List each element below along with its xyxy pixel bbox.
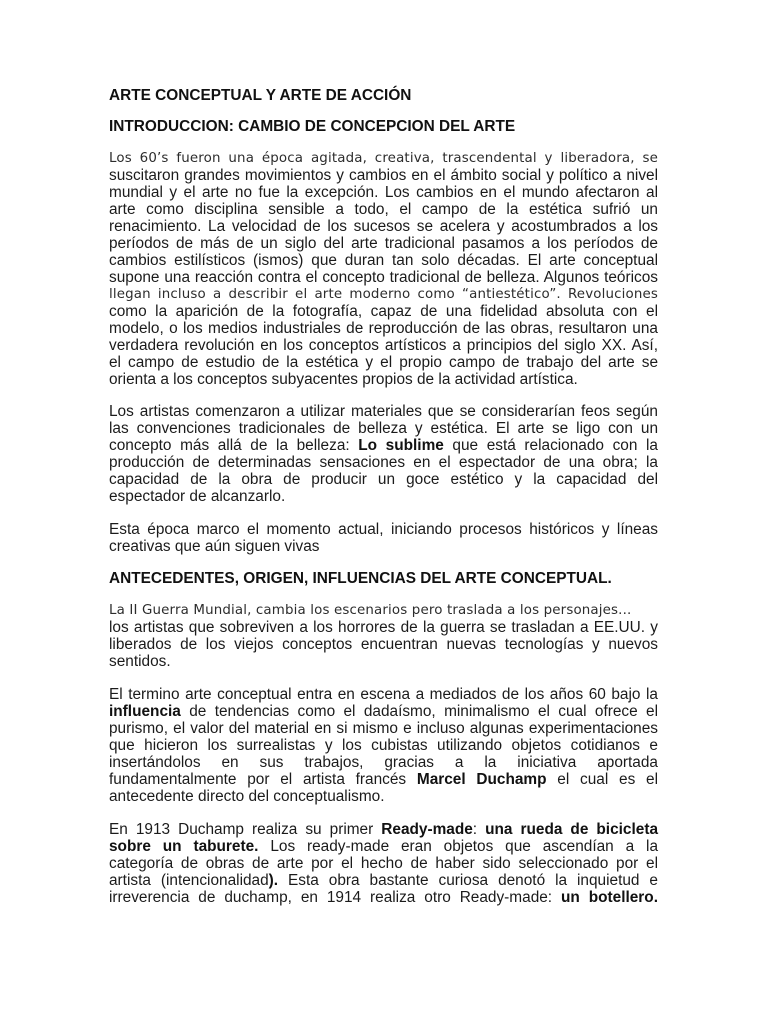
- section-heading-introduccion: INTRODUCCION: CAMBIO DE CONCEPCION DEL ARTE: [109, 118, 516, 135]
- text-line: El termino arte conceptual entra en escena a mediados de los años 60 bajo la: [109, 686, 658, 703]
- section-heading-antecedentes: ANTECEDENTES, ORIGEN, INFLUENCIAS DEL ARTE CONCEPTUAL.: [109, 570, 612, 587]
- text-line: las convenciones tradicionales de belleza y estética. El arte se ligo con un: [109, 420, 658, 437]
- emphasis-marcel-duchamp: Marcel Duchamp: [416, 771, 547, 788]
- text-line: influencia de tendencias como el dadaísmo, minimalismo el cual ofrece el: [109, 703, 658, 720]
- text-line: supone una reacción contra el concepto tradicional de belleza. Algunos teóricos: [109, 269, 658, 286]
- text-line: Los 60’s fueron una época agitada, creativa, trascendental y liberadora, se: [109, 151, 658, 166]
- text-line: En 1913 Duchamp realiza su primer Ready-made: una rueda de bicicleta: [109, 821, 658, 838]
- emphasis-sobre-un-taburete: sobre un taburete.: [109, 838, 259, 855]
- text-line: sobre un taburete. Los ready-made eran objetos que ascendían a la: [109, 838, 658, 855]
- text-line: fundamentalmente por el artista francés Marcel Duchamp el cual es el: [109, 771, 659, 788]
- document-title: ARTE CONCEPTUAL Y ARTE DE ACCIÓN: [109, 87, 412, 104]
- text-line: verdadera revolución en los conceptos artísticos a principios del siglo XX. Así,: [109, 337, 658, 354]
- text-line: arte como disciplina sensible a todo, el campo de la estética sufrió un: [109, 201, 658, 218]
- text-line: artista (intencionalidad). Esta obra bastante curiosa denotó la inquietud e: [109, 872, 658, 889]
- text-line: suscitaron grandes movimientos y cambios en el ámbito social y político a nivel: [109, 167, 658, 184]
- emphasis-rueda-de-bicicleta: una rueda de bicicleta: [485, 821, 658, 838]
- text-line: La II Guerra Mundial, cambia los escenarios pero traslada a los personajes...: [109, 603, 632, 618]
- text-line: producción de determinadas sensaciones en el espectador de una obra; la: [109, 454, 658, 471]
- text-line: renacimiento. La velocidad de los sucesos se acelera y acostumbrados a los: [109, 218, 658, 235]
- text-line: que hicieron los surrealistas y los cubistas utilizando objetos cotidianos e: [109, 737, 658, 754]
- text-line: categoría de obras de arte por el hecho de haber sido seleccionado por el: [109, 855, 658, 872]
- text-line: concepto más allá de la belleza: Lo sublime que está relacionado con la: [109, 437, 658, 454]
- text-line: Los artistas comenzaron a utilizar materiales que se considerarían feos según: [109, 403, 658, 420]
- text-line: mundial y el arte no fue la excepción. Los cambios en el mundo afectaron al: [109, 184, 658, 201]
- text-line: antecedente directo del conceptualismo.: [109, 788, 385, 805]
- text-line: purismo, el valor del material en si mismo e incluso algunas experimentaciones: [109, 720, 658, 737]
- text-line: capacidad de la obra de producir un goce estético y la capacidad del: [109, 471, 658, 488]
- text-line: orienta a los conceptos subyacentes propios de la actividad artística.: [109, 371, 578, 388]
- text-line: llegan incluso a describir el arte moderno como “antiestético”. Revoluciones: [109, 287, 658, 302]
- emphasis-influencia: influencia: [109, 703, 181, 720]
- emphasis-un-botellero: un botellero.: [561, 889, 658, 906]
- text-line: Esta época marco el momento actual, iniciando procesos históricos y líneas: [109, 521, 658, 538]
- text-line: cambios estilísticos (ismos) que duran tan solo décadas. El arte conceptual: [109, 252, 658, 269]
- emphasis-lo-sublime: Lo sublime: [358, 437, 444, 454]
- emphasis-ready-made: Ready-made: [381, 821, 473, 838]
- text-line: espectador de alcanzarlo.: [109, 488, 286, 505]
- text-line: sentidos.: [109, 653, 171, 670]
- text-line: el campo de estudio de la estética y el propio campo de trabajo del arte se: [109, 354, 658, 371]
- text-line: insertándolos en sus trabajos, gracias a la iniciativa aportada: [109, 754, 658, 771]
- text-line: irreverencia de duchamp, en 1914 realiza otro Ready-made: un botellero.: [109, 889, 658, 906]
- text-line: creativas que aún siguen vivas: [109, 538, 320, 555]
- text-line: como la aparición de la fotografía, capaz de una fidelidad absoluta con el: [109, 303, 658, 320]
- text-line: los artistas que sobreviven a los horrores de la guerra se trasladan a EE.UU. y: [109, 619, 658, 636]
- text-line: modelo, o los medios industriales de reproducción de las obras, resultaron una: [109, 320, 658, 337]
- emphasis-close-paren: ).: [268, 872, 279, 889]
- text-line: períodos de más de un siglo del arte tradicional pasamos a los períodos de: [109, 235, 658, 252]
- text-line: liberados de los viejos conceptos encuentran nuevas tecnologías y nuevos: [109, 636, 658, 653]
